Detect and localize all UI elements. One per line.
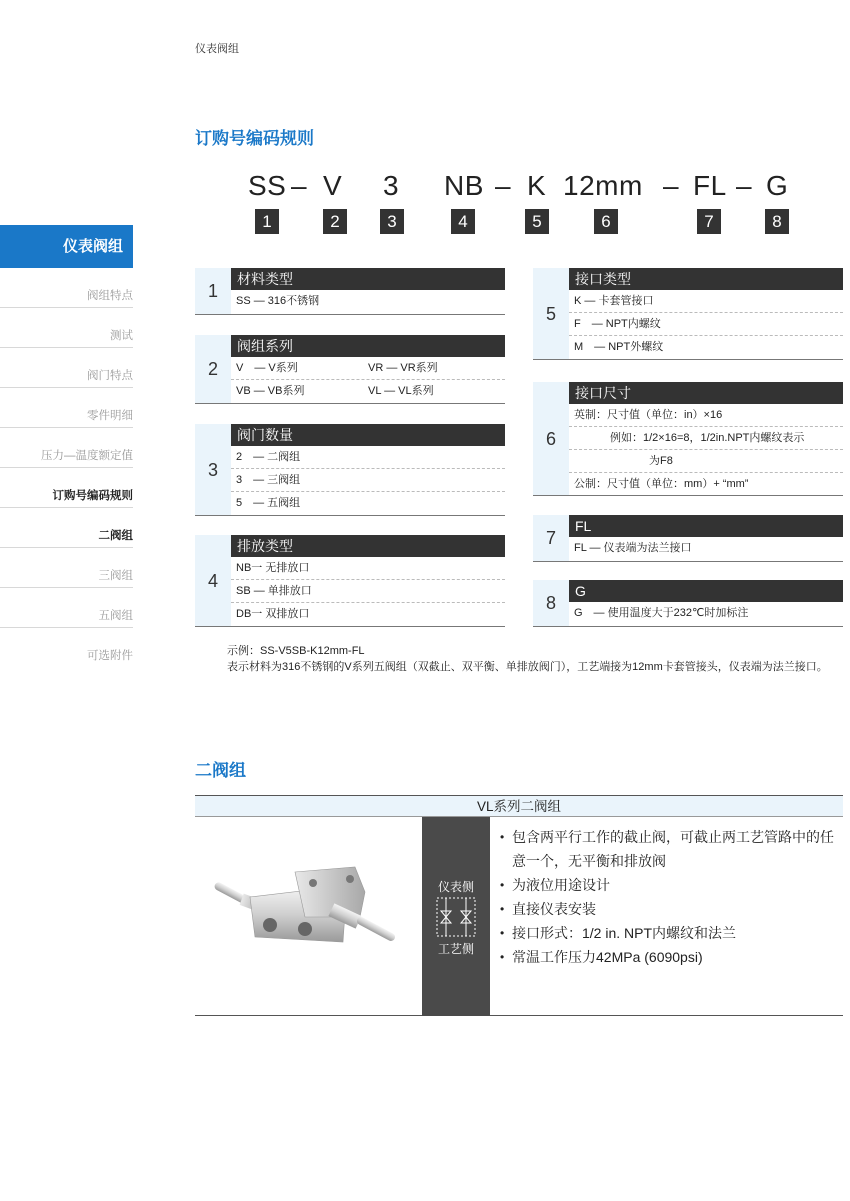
- two-valve-heading: 二阀组: [195, 761, 246, 780]
- vl-schematic-panel: [422, 817, 490, 1016]
- sidebar-item-two-valve[interactable]: 二阀组: [0, 508, 133, 548]
- table-row: SB — 单排放口: [231, 580, 505, 603]
- code-part-g: G: [766, 170, 789, 201]
- code-part-nb: NB: [444, 170, 484, 201]
- table-row: 英制：尺寸值（单位：in）×16: [569, 404, 843, 427]
- table-header: 阀组系列: [231, 335, 505, 357]
- table-row: V — V系列 VR — VR系列: [231, 357, 505, 380]
- sidebar-item-five-valve[interactable]: 五阀组: [0, 588, 133, 628]
- code-part-3: 3: [383, 170, 400, 201]
- table-number: 7: [533, 515, 569, 562]
- table-number: 2: [195, 335, 231, 404]
- code-number-4: 4: [451, 209, 475, 234]
- code-part-fl: FL: [693, 170, 727, 201]
- code-number-2: 2: [323, 209, 347, 234]
- table-row: DB一 双排放口: [236, 608, 310, 620]
- valve-schematic-icon: [436, 897, 476, 937]
- option-table-g: [533, 580, 843, 627]
- example-block: [195, 643, 845, 675]
- table-header: 材料类型: [231, 268, 505, 290]
- sidebar-item-ordering[interactable]: 订购号编码规则: [0, 468, 133, 508]
- option-table-fl: [533, 515, 843, 562]
- table-row: G — 使用温度大于232℃时加标注: [574, 607, 749, 619]
- list-item: • 接口形式：1/2 in. NPT内螺纹和法兰: [500, 921, 845, 945]
- code-sep: –: [663, 170, 680, 201]
- sidebar-item-testing[interactable]: 测试: [0, 308, 133, 348]
- code-number-5: 5: [525, 209, 549, 234]
- table-row: 3 — 三阀组: [231, 469, 505, 492]
- code-sep: –: [291, 170, 308, 201]
- list-item: • 直接仪表安装: [500, 897, 845, 921]
- option-table-connection-size: [533, 382, 843, 496]
- vl-table-title: VL系列二阀组: [195, 795, 843, 817]
- vl-feature-list: [500, 825, 845, 969]
- sidebar-item-parts[interactable]: 零件明细: [0, 388, 133, 428]
- table-row: 公制：尺寸值（单位：mm）+ “mm”: [574, 478, 749, 490]
- table-row: 为F8: [569, 450, 843, 473]
- table-header: FL: [569, 515, 843, 537]
- vl-table-body: [195, 817, 843, 1016]
- sidebar-item-features[interactable]: 阀组特点: [0, 268, 133, 308]
- table-row: NB一 无排放口: [231, 557, 505, 580]
- code-sep: –: [736, 170, 753, 201]
- option-table-series: [195, 335, 505, 404]
- code-part-k: K: [527, 170, 547, 201]
- code-number-3: 3: [380, 209, 404, 234]
- code-number-6: 6: [594, 209, 618, 234]
- table-header: G: [569, 580, 843, 602]
- code-number-8: 8: [765, 209, 789, 234]
- table-row: F — NPT内螺纹: [569, 313, 843, 336]
- table-header: 接口类型: [569, 268, 843, 290]
- sidebar-item-three-valve[interactable]: 三阀组: [0, 548, 133, 588]
- process-side-label: 工艺侧: [437, 942, 474, 956]
- sidebar-item-valve-features[interactable]: 阀门特点: [0, 348, 133, 388]
- list-item: • 常温工作压力42MPa (6090psi): [500, 945, 845, 969]
- table-row: SS — 316不锈钢: [236, 295, 320, 307]
- table-number: 4: [195, 535, 231, 627]
- code-number-7: 7: [697, 209, 721, 234]
- sidebar-nav: [0, 225, 133, 668]
- table-row: 2 — 二阀组: [231, 446, 505, 469]
- option-table-material: [195, 268, 505, 315]
- table-header: 排放类型: [231, 535, 505, 557]
- sidebar-item-instrument-manifold[interactable]: 仪表阀组: [0, 225, 133, 268]
- table-row: VB — VB系列 VL — VL系列: [236, 385, 434, 397]
- table-number: 6: [533, 382, 569, 496]
- code-number-1: 1: [255, 209, 279, 234]
- instrument-side-label: 仪表侧: [437, 880, 474, 894]
- sidebar-item-accessories[interactable]: 可选附件: [87, 650, 133, 662]
- option-table-drain: [195, 535, 505, 627]
- sidebar-item-pressure-temp[interactable]: 压力—温度额定值: [0, 428, 133, 468]
- option-table-connection-type: [533, 268, 843, 360]
- table-row: K — 卡套管接口: [569, 290, 843, 313]
- code-part-12mm: 12mm: [563, 170, 643, 201]
- table-row: M — NPT外螺纹: [574, 341, 664, 353]
- code-part-ss: SS: [248, 170, 287, 201]
- list-item: • 包含两平行工作的截止阀，可截止两工艺管路中的任意一个，无平衡和排放阀: [500, 825, 845, 873]
- table-row: 例如：1/2×16=8，1/2in.NPT内螺纹表示: [569, 427, 843, 450]
- table-header: 阀门数量: [231, 424, 505, 446]
- table-number: 3: [195, 424, 231, 516]
- ordering-heading: 订购号编码规则: [195, 129, 314, 148]
- example-label: 示例：SS-V5SB-K12mm-FL: [227, 645, 365, 657]
- code-sep: –: [495, 170, 512, 201]
- manifold-image: [195, 817, 422, 1016]
- table-number: 1: [195, 268, 231, 315]
- table-number: 8: [533, 580, 569, 627]
- option-table-valve-count: [195, 424, 505, 516]
- table-row: 5 — 五阀组: [236, 497, 301, 509]
- header-title: 仪表阀组: [195, 43, 239, 55]
- code-part-v: V: [323, 170, 343, 201]
- table-row: FL — 仪表端为法兰接口: [574, 542, 692, 554]
- table-number: 5: [533, 268, 569, 360]
- list-item: • 为液位用途设计: [500, 873, 845, 897]
- example-text: 表示材料为316不锈钢的V系列五阀组（双截止、双平衡、单排放阀门），工艺端接为12mm卡套管接头，仪表端为法兰接口。: [227, 661, 828, 673]
- table-header: 接口尺寸: [569, 382, 843, 404]
